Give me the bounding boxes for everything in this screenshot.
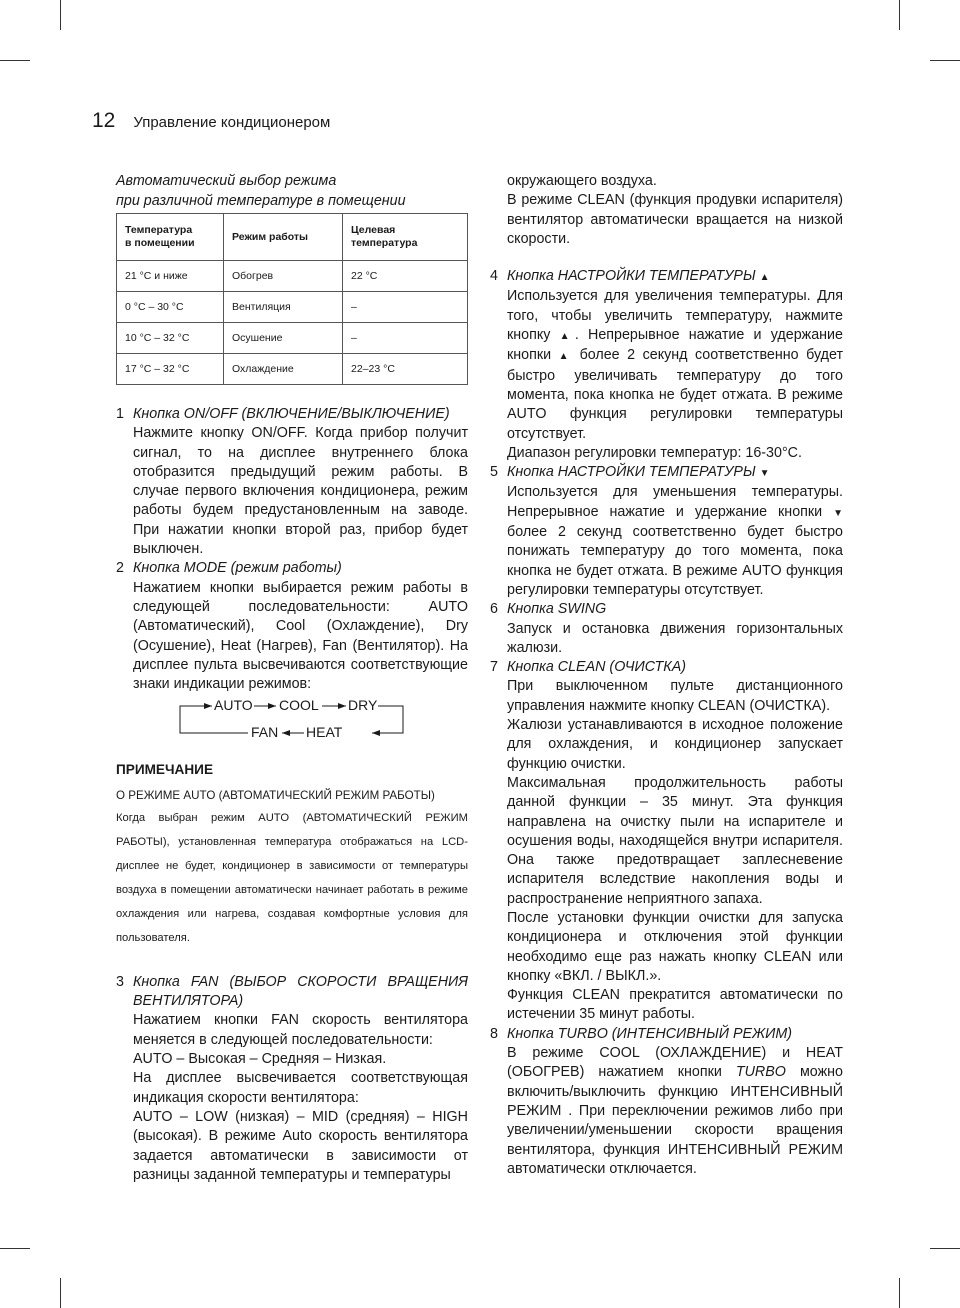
item-turbo: 8 Кнопка TURBO (ИНТЕНСИВНЫЙ РЕЖИМ) В режиме COOL (ОХЛАЖДЕНИЕ) и HEAT (ОБОГРЕВ) нажатием кнопки TURBO можно включить/выключить функцию ИНТЕНСИВНЫЙ РЕЖИМ . При переключении режимов либо при увеличении/уменьшении скорости вращения вентилятора, функция ИНТЕНСИВНЫЙ РЕЖИМ автоматически отключается.	[490, 1025, 843, 1179]
up-arrow-icon: ▲	[559, 331, 575, 343]
page-header	[92, 109, 330, 133]
mode-auto-label: AUTO	[214, 697, 253, 714]
table-row: 10 °С – 32 °С Осушение –	[117, 323, 468, 354]
item-title: Кнопка ON/OFF (ВКЛЮЧЕНИЕ/ВЫКЛЮЧЕНИЕ)	[133, 406, 450, 422]
item-text: При выключенном пульте дистанционного управления нажмите кнопку CLEAN (ОЧИСТКА).	[507, 678, 843, 714]
table-header-mode: Режим работы	[224, 214, 343, 261]
item-mode: 2 Кнопка MODE (режим работы) Нажатием кнопки выбирается режим работы в следующей последовательности: AUTO (Автоматический), Cool (Охлаждение), Dry (Осушение), Heat (Нагрев), Fan (Вентилятор). На дисплее пульта высвечиваются соответствующие знаки индикации режимов:	[116, 559, 468, 694]
left-column	[116, 172, 468, 1185]
down-arrow-icon: ▼	[759, 468, 770, 480]
item-title: Кнопка SWING	[507, 601, 607, 618]
item-text: Максимальная продолжительность работы данной функции – 35 минут. Эта функция направлена на очистку пыли на испарителе и осушения воды, находящейся внутри испарителя. Она также предотвращает заплесневение испарителя вследствие накопления воды и распространение неприятного запаха.	[507, 774, 843, 907]
item-text: После установки функции очистки для запуска кондиционера и отключения этой функции необходимо еще раз нажать кнопку CLEAN или кнопку «ВКЛ. / ВЫКЛ.».	[507, 909, 843, 984]
item-temp-up: 4 Кнопка НАСТРОЙКИ ТЕМПЕРАТУРЫ ▲ Используется для увеличения температуры. Для того, чтобы увеличить температуру, нажмите кнопку ▲. Непрерывное нажатие и удержание кнопки ▲ более 2 секунд соответственно будет быстро увеличивать температуру до того момента, пока кнопка не будет отжата. В режиме AUTO функция регулировки температуры отсутствует. Диапазон регулировки температур: 16-30°С.	[490, 267, 843, 463]
right-column	[490, 172, 843, 1179]
mode-cycle-diagram	[116, 697, 468, 746]
item-title: Кнопка НАСТРОЙКИ ТЕМПЕРАТУРЫ ▲	[507, 268, 770, 285]
table-row: 0 °С – 30 °С Вентиляция –	[117, 292, 468, 323]
item-title: Кнопка НАСТРОЙКИ ТЕМПЕРАТУРЫ ▼	[507, 464, 770, 481]
item-title: Кнопка FAN (ВЫБОР СКОРОСТИ ВРАЩЕНИЯ ВЕНТИЛЯТОРА)	[133, 973, 468, 1010]
note-subheading: О РЕЖИМЕ AUTO (АВТОМАТИЧЕСКИЙ РЕЖИМ РАБОТЫ)	[116, 789, 435, 803]
crop-mark	[899, 0, 900, 30]
item-title: Кнопка CLEAN (ОЧИСТКА)	[507, 659, 686, 676]
item-text: Используется для увеличения температуры. Для того, чтобы увеличить температуру, нажмите кнопку ▲. Непрерывное нажатие и удержание кнопки ▲ более 2 секунд соответственно будет быстро увеличивать температуру до того момента, пока кнопка не будет отжата. В режиме AUTO функция регулировки температуры отсутствует.	[507, 288, 843, 442]
page-title: Управление кондиционером	[133, 114, 331, 131]
item-text: В режиме COOL (ОХЛАЖДЕНИЕ) и HEAT (ОБОГРЕВ) нажатием кнопки TURBO можно включить/выключить функцию ИНТЕНСИВНЫЙ РЕЖИМ . При переключении режимов либо при увеличении/уменьшении скорости вращения вентилятора, функция ИНТЕНСИВНЫЙ РЕЖИМ автоматически отключается.	[507, 1045, 843, 1177]
crop-mark	[930, 60, 960, 61]
up-arrow-icon: ▲	[558, 351, 573, 363]
item-text: Жалюзи устанавливаются в исходное положение для охлаждения, и кондиционер запускает функцию очистки.	[507, 717, 843, 772]
note-heading: ПРИМЕЧАНИЕ	[116, 762, 214, 778]
item-text: Нажатием кнопки FAN скорость вентилятора меняется в следующей последовательности:	[133, 1012, 468, 1048]
crop-mark	[930, 1248, 960, 1249]
table-header-room-temp: Температура в помещении	[117, 214, 224, 261]
item-temp-down: 5 Кнопка НАСТРОЙКИ ТЕМПЕРАТУРЫ ▼ Используется для уменьшения температуры. Непрерывное нажатие и удержание кнопки ▼ более 2 секунд соответственно будет быстро понижать температуру до того момента, пока кнопка не будет отжата. В режиме AUTO функция регулировки температуры отсутствует.	[490, 463, 843, 600]
up-arrow-icon: ▲	[759, 272, 770, 284]
item-text: Диапазон регулировки температур: 16-30°С.	[507, 444, 802, 461]
table-header-row	[117, 214, 468, 261]
crop-mark	[60, 1278, 61, 1308]
mode-dry-label: DRY	[348, 697, 378, 714]
table-header-target-temp: Целевая температура	[343, 214, 468, 261]
item-text: Нажмите кнопку ON/OFF. Когда прибор получит сигнал, то на дисплее внутреннего блока отобразится предыдущий режим работы. В случае первого включения кондиционера, режим работы будем предустановленным на заводе. При нажатии кнопки второй раз, прибор будет выключен.	[133, 425, 468, 558]
item-text: AUTO – Высокая – Средняя – Низкая.	[133, 1051, 387, 1068]
table-row: 21 °С и ниже Обогрев 22 °С	[117, 261, 468, 292]
item-text: Нажатием кнопки выбирается режим работы в следующей последовательности: AUTO (Автоматический), Cool (Охлаждение), Dry (Осушение), Heat (Нагрев), Fan (Вентилятор). На дисплее пульта высвечиваются соответствующие знаки индикации режимов:	[133, 579, 468, 693]
auto-mode-table	[116, 213, 468, 385]
item-text: AUTO – LOW (низкая) – MID (средняя) – HIGH (высокая). В режиме Auto скорость вентилятора задается автоматически в зависимости от разницы заданной температуры и температуры	[133, 1108, 468, 1183]
crop-mark	[899, 1278, 900, 1308]
item-fan: 3 Кнопка FAN (ВЫБОР СКОРОСТИ ВРАЩЕНИЯ ВЕНТИЛЯТОРА) Нажатием кнопки FAN скорость вентилятора меняется в следующей последовательности: AUTO – Высокая – Средняя – Низкая. На дисплее высвечивается соответствующая индикация скорости вентилятора: AUTO – LOW (низкая) – MID (средняя) – HIGH (высокая). В режиме Auto скорость вентилятора задается автоматически в зависимости от разницы заданной температуры и температуры	[116, 973, 468, 1185]
item-text: На дисплее высвечивается соответствующая индикация скорости вентилятора:	[133, 1070, 468, 1106]
item-swing: 6 Кнопка SWING Запуск и остановка движения горизонтальных жалюзи.	[490, 600, 843, 658]
item-text: Запуск и остановка движения горизонтальных жалюзи.	[507, 620, 843, 656]
item-clean: 7 Кнопка CLEAN (ОЧИСТКА) При выключенном пульте дистанционного управления нажмите кнопку CLEAN (ОЧИСТКА). Жалюзи устанавливаются в исходное положение для охлаждения, и кондиционер запускает функцию очистки. Максимальная продолжительность работы данной функции – 35 минут. Эта функция направлена на очистку пыли на испарителе и осушения воды, находящейся внутри испарителя. Она также предотвращает заплесневение испарителя вследствие накопления воды и распространение неприятного запаха. После установки функции очистки для запуска кондиционера и отключения этой функции необходимо еще раз нажать кнопку CLEAN или кнопку «ВКЛ. / ВЫКЛ.». Функция CLEAN прекратится автоматически по истечении 35 минут работы.	[490, 658, 843, 1025]
note-text: Когда выбран режим AUTO (АВТОМАТИЧЕСКИЙ РЕЖИМ РАБОТЫ), установленная температура отображаться на LCD-дисплее не будет, кондиционер в зависимости от температуры воздуха в помещении автоматически начинает работать в режиме охлаждения или нагрева, создавая комфортные условия для пользователя.	[116, 812, 468, 944]
crop-mark	[0, 60, 30, 61]
item-fan-continued: окружающего воздуха. В режиме CLEAN (функция продувки испарителя) вентилятор автоматически вращается на низкой скорости.	[507, 173, 843, 247]
crop-mark	[0, 1248, 30, 1249]
item-title: Кнопка TURBO (ИНТЕНСИВНЫЙ РЕЖИМ)	[507, 1025, 793, 1042]
mode-fan-label: FAN	[251, 724, 279, 741]
down-arrow-icon: ▼	[833, 507, 843, 519]
item-title: Кнопка MODE (режим работы)	[133, 560, 342, 577]
table-row: 17 °С – 32 °С Охлаждение 22–23 °С	[117, 354, 468, 385]
crop-mark	[60, 0, 61, 30]
page-number: 12	[92, 109, 116, 132]
item-on-off: 1 Кнопка ON/OFF (ВКЛЮЧЕНИЕ/ВЫКЛЮЧЕНИЕ) Нажмите кнопку ON/OFF. Когда прибор получит сигнал, то на дисплее внутреннего блока отобразится предыдущий режим работы. В случае первого включения кондиционера, режим работы будем предустановленным на заводе. При нажатии кнопки второй раз, прибор будет выключен.	[116, 405, 468, 559]
item-text: Функция CLEAN прекратится автоматически по истечении 35 минут работы.	[507, 987, 843, 1023]
table-caption: Автоматический выбор режима при различной температуре в помещении	[116, 173, 406, 209]
item-text: Используется для уменьшения температуры. Непрерывное нажатие и удержание кнопки ▼ более 2 секунд соответственно будет быстро понижать температуру до того момента, пока кнопка не будет отжата. В режиме AUTO функция регулировки температуры отсутствует.	[507, 484, 843, 598]
mode-heat-label: HEAT	[306, 724, 343, 741]
mode-cool-label: COOL	[279, 697, 319, 714]
